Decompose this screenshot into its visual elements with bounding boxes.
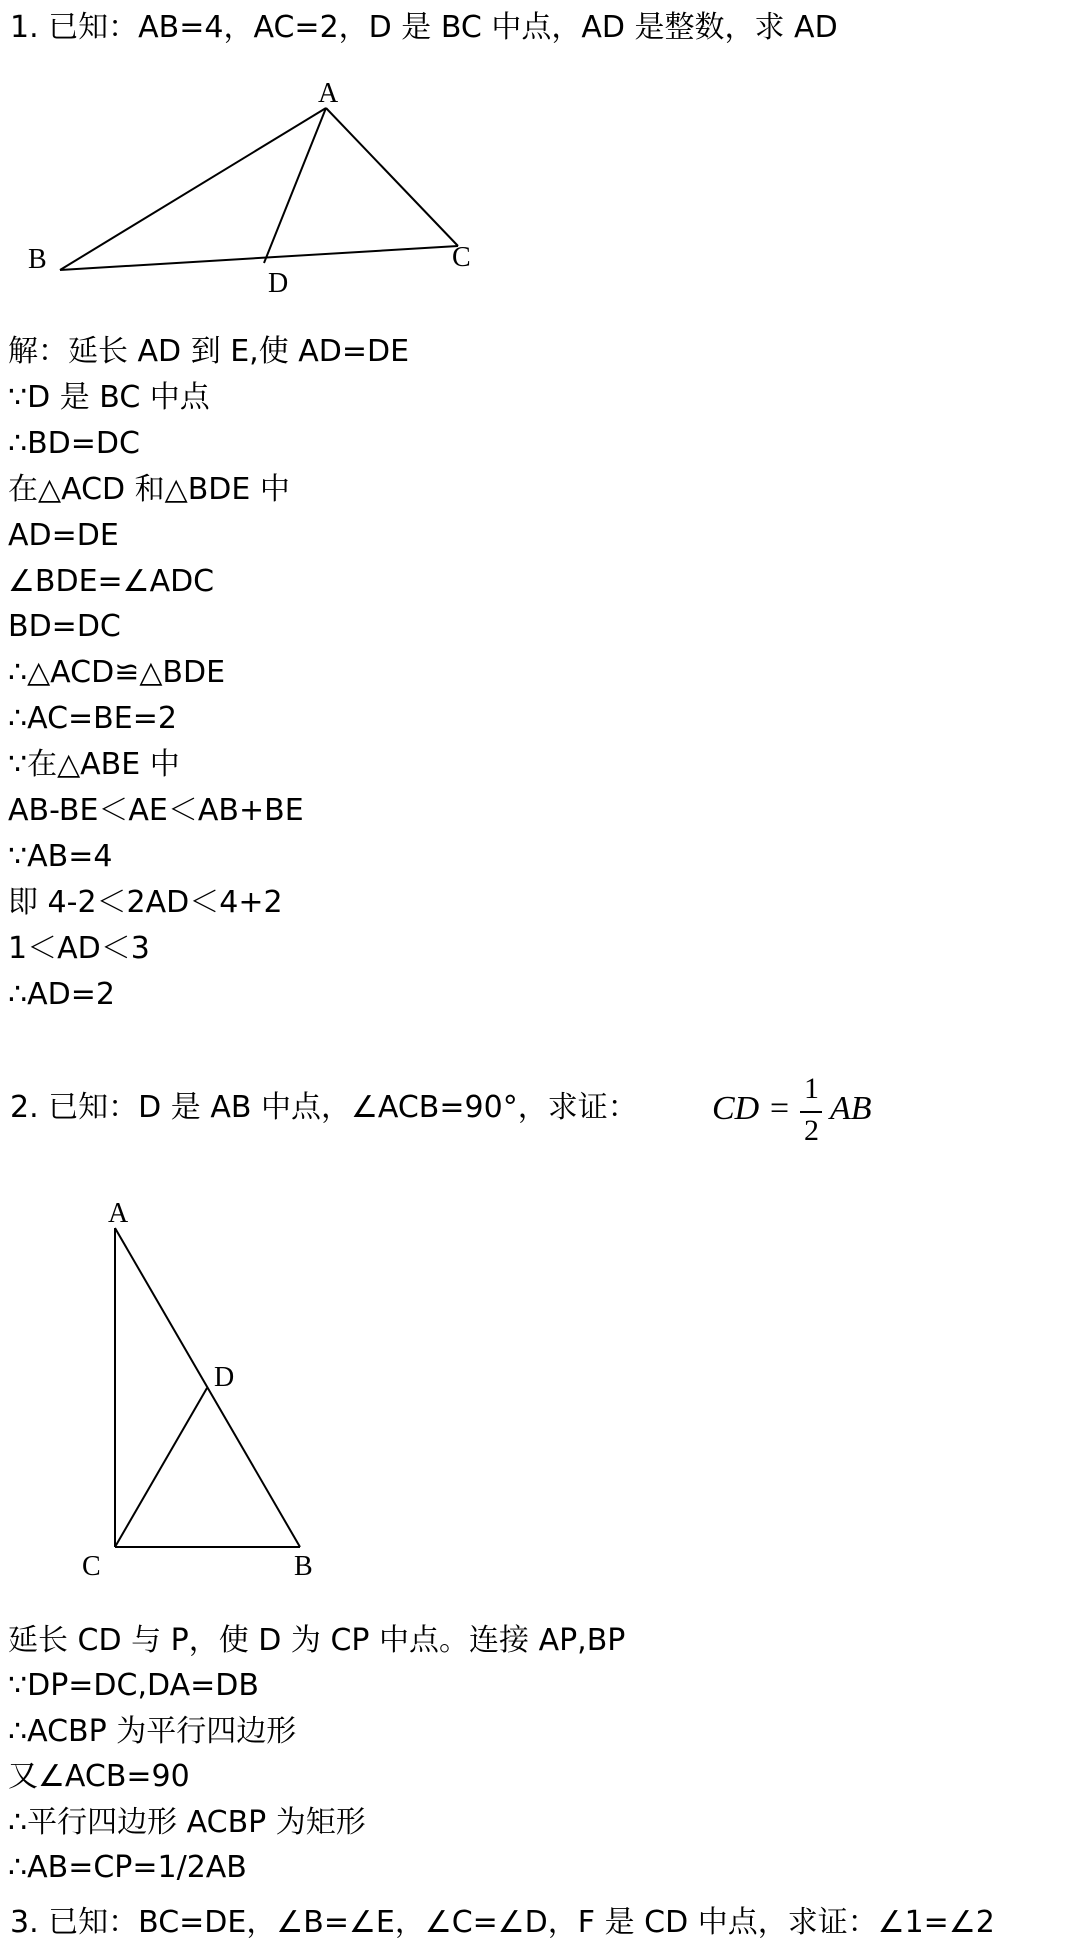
q1-label-c: C (452, 242, 471, 273)
q1-label-b: B (28, 244, 47, 275)
q1-solution-line: ∵D 是 BC 中点 (8, 379, 210, 415)
q1-solution-line: 解：延长 AD 到 E,使 AD=DE (8, 334, 410, 369)
q2-label-a: A (108, 1198, 129, 1229)
q2-label-b: B (294, 1551, 313, 1580)
q2-label-c: C (82, 1551, 101, 1580)
q1-solution-line: BD=DC (8, 609, 121, 645)
q2-formula-fraction-bar (800, 1111, 822, 1113)
q2-formula (712, 1072, 892, 1152)
q2-solution-line: ∵DP=DC,DA=DB (8, 1668, 259, 1704)
q1-solution-line: ∵在△ABE 中 (8, 747, 180, 783)
q1-solution-line: ∠BDE=∠ADC (8, 563, 215, 599)
q2-formula-rhs: AB (830, 1090, 872, 1127)
q1-solution-line: 即 4-2＜2AD＜4+2 (8, 884, 283, 920)
q2-title: 2. 已知：D 是 AB 中点，∠ACB=90°，求证： (10, 1090, 638, 1125)
q2-formula-lhs: CD = (712, 1090, 791, 1127)
q1-solution-line: 1＜AD＜3 (8, 930, 150, 966)
q2-segment-cd (115, 1388, 207, 1547)
q1-label-d: D (268, 268, 289, 299)
q2-solution-line: ∴平行四边形 ACBP 为矩形 (8, 1804, 366, 1840)
q1-solution-line: ∵AB=4 (8, 838, 113, 874)
q3-title: 3. 已知：BC=DE，∠B=∠E，∠C=∠D，F 是 CD 中点，求证：∠1=∠2 (10, 1905, 995, 1940)
q1-solution-line: AB-BE＜AE＜AB+BE (8, 793, 304, 828)
q1-segment-ab (60, 108, 326, 270)
q2-formula-denominator: 2 (804, 1114, 819, 1147)
q1-solution-line: AD=DE (8, 517, 119, 553)
q1-segment-bc (60, 246, 458, 270)
q2-solution-line: ∴AB=CP=1/2AB (8, 1850, 247, 1885)
q2-label-d: D (214, 1362, 235, 1393)
q1-solution-line: ∴△ACD≌△BDE (8, 655, 226, 691)
q2-solution-line: 延长 CD 与 P，使 D 为 CP 中点。连接 AP,BP (8, 1623, 626, 1658)
q1-solution-line: ∴BD=DC (8, 425, 140, 461)
q1-triangle-figure (0, 60, 500, 300)
q1-label-a: A (318, 78, 339, 109)
q2-formula-numerator: 1 (804, 1072, 819, 1105)
q2-solution-line: 又∠ACB=90 (8, 1759, 190, 1795)
q2-triangle-figure (0, 1190, 360, 1580)
q1-solution-line: 在△ACD 和△BDE 中 (8, 471, 290, 507)
q1-segment-ac (326, 108, 458, 246)
q2-solution-line: ∴ACBP 为平行四边形 (8, 1713, 297, 1749)
q1-solution-line: ∴AC=BE=2 (8, 701, 177, 737)
q1-title: 1. 已知：AB=4，AC=2，D 是 BC 中点，AD 是整数，求 AD (10, 10, 838, 45)
q1-solution-line: ∴AD=2 (8, 976, 115, 1012)
q1-segment-ad (264, 108, 326, 263)
